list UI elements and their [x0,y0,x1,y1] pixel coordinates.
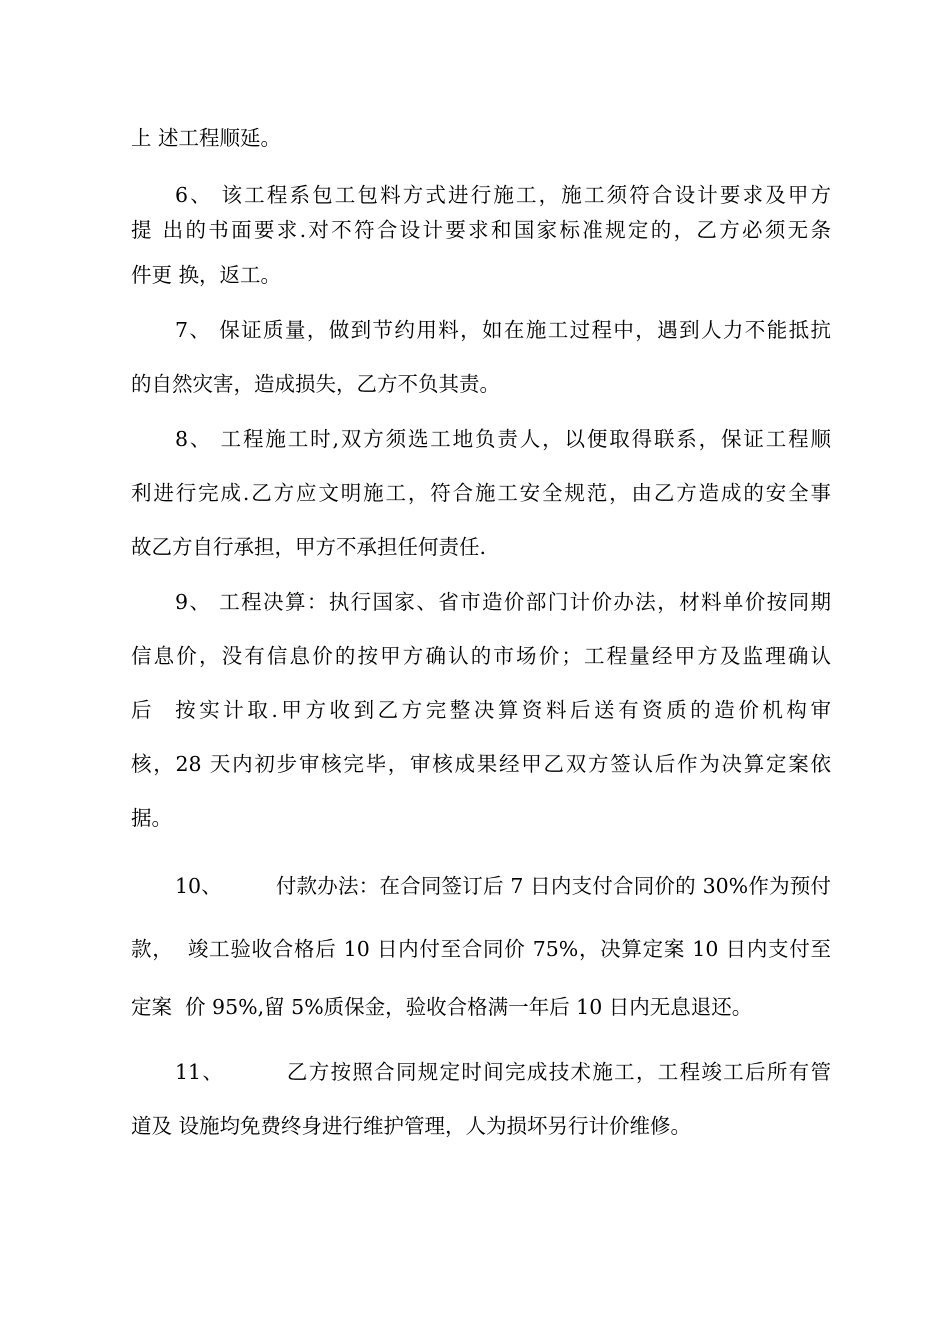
clause-line: 9、 工程决算：执行国家、省市造价部门计价办法，材料单价按同期 [175,590,831,614]
clause-line: 的自然灾害，造成损失，乙方不负其责。 [131,372,500,396]
clause-line: 核，28 天内初步审核完毕，审核成果经甲乙双方签认后作为决算定案依 [131,752,831,776]
clause-line: 8、 工程施工时,双方须选工地负责人，以便取得联系，保证工程顺 [175,427,831,451]
clause-line: 定案 价 95%,留 5%质保金，验收合格满一年后 10 日内无息退还。 [131,995,753,1019]
clause-line: 款， 竣工验收合格后 10 日内付至合同价 75%，决算定案 10 日内支付至 [131,937,831,961]
clause-line: 故乙方自行承担，甲方不承担任何责任. [131,535,487,559]
clause-line: 6、 该工程系包工包料方式进行施工，施工须符合设计要求及甲方 [175,183,831,207]
clause-line: 11、 乙方按照合同规定时间完成技术施工，工程竣工后所有管 [175,1060,831,1084]
paragraph-line: 上 述工程顺延。 [131,126,282,150]
clause-line: 10、 付款办法：在合同签订后 7 日内支付合同价的 30%作为预付 [175,874,831,898]
clause-line: 信息价，没有信息价的按甲方确认的市场价；工程量经甲方及监理确认 [131,644,831,668]
clause-line: 提 出的书面要求.对不符合设计要求和国家标准规定的，乙方必须无条 [131,218,831,242]
clause-line: 件更 换，返工。 [131,263,282,287]
clause-line: 后 按实计取.甲方收到乙方完整决算资料后送有资质的造价机构审 [131,698,831,722]
clause-line: 7、 保证质量，做到节约用料，如在施工过程中，遇到人力不能抵抗 [175,318,831,342]
clause-line: 据。 [131,806,172,830]
clause-line: 利进行完成.乙方应文明施工，符合施工安全规范，由乙方造成的安全事 [131,481,831,505]
clause-line: 道及 设施均免费终身进行维护管理，人为损坏另行计价维修。 [131,1114,692,1138]
